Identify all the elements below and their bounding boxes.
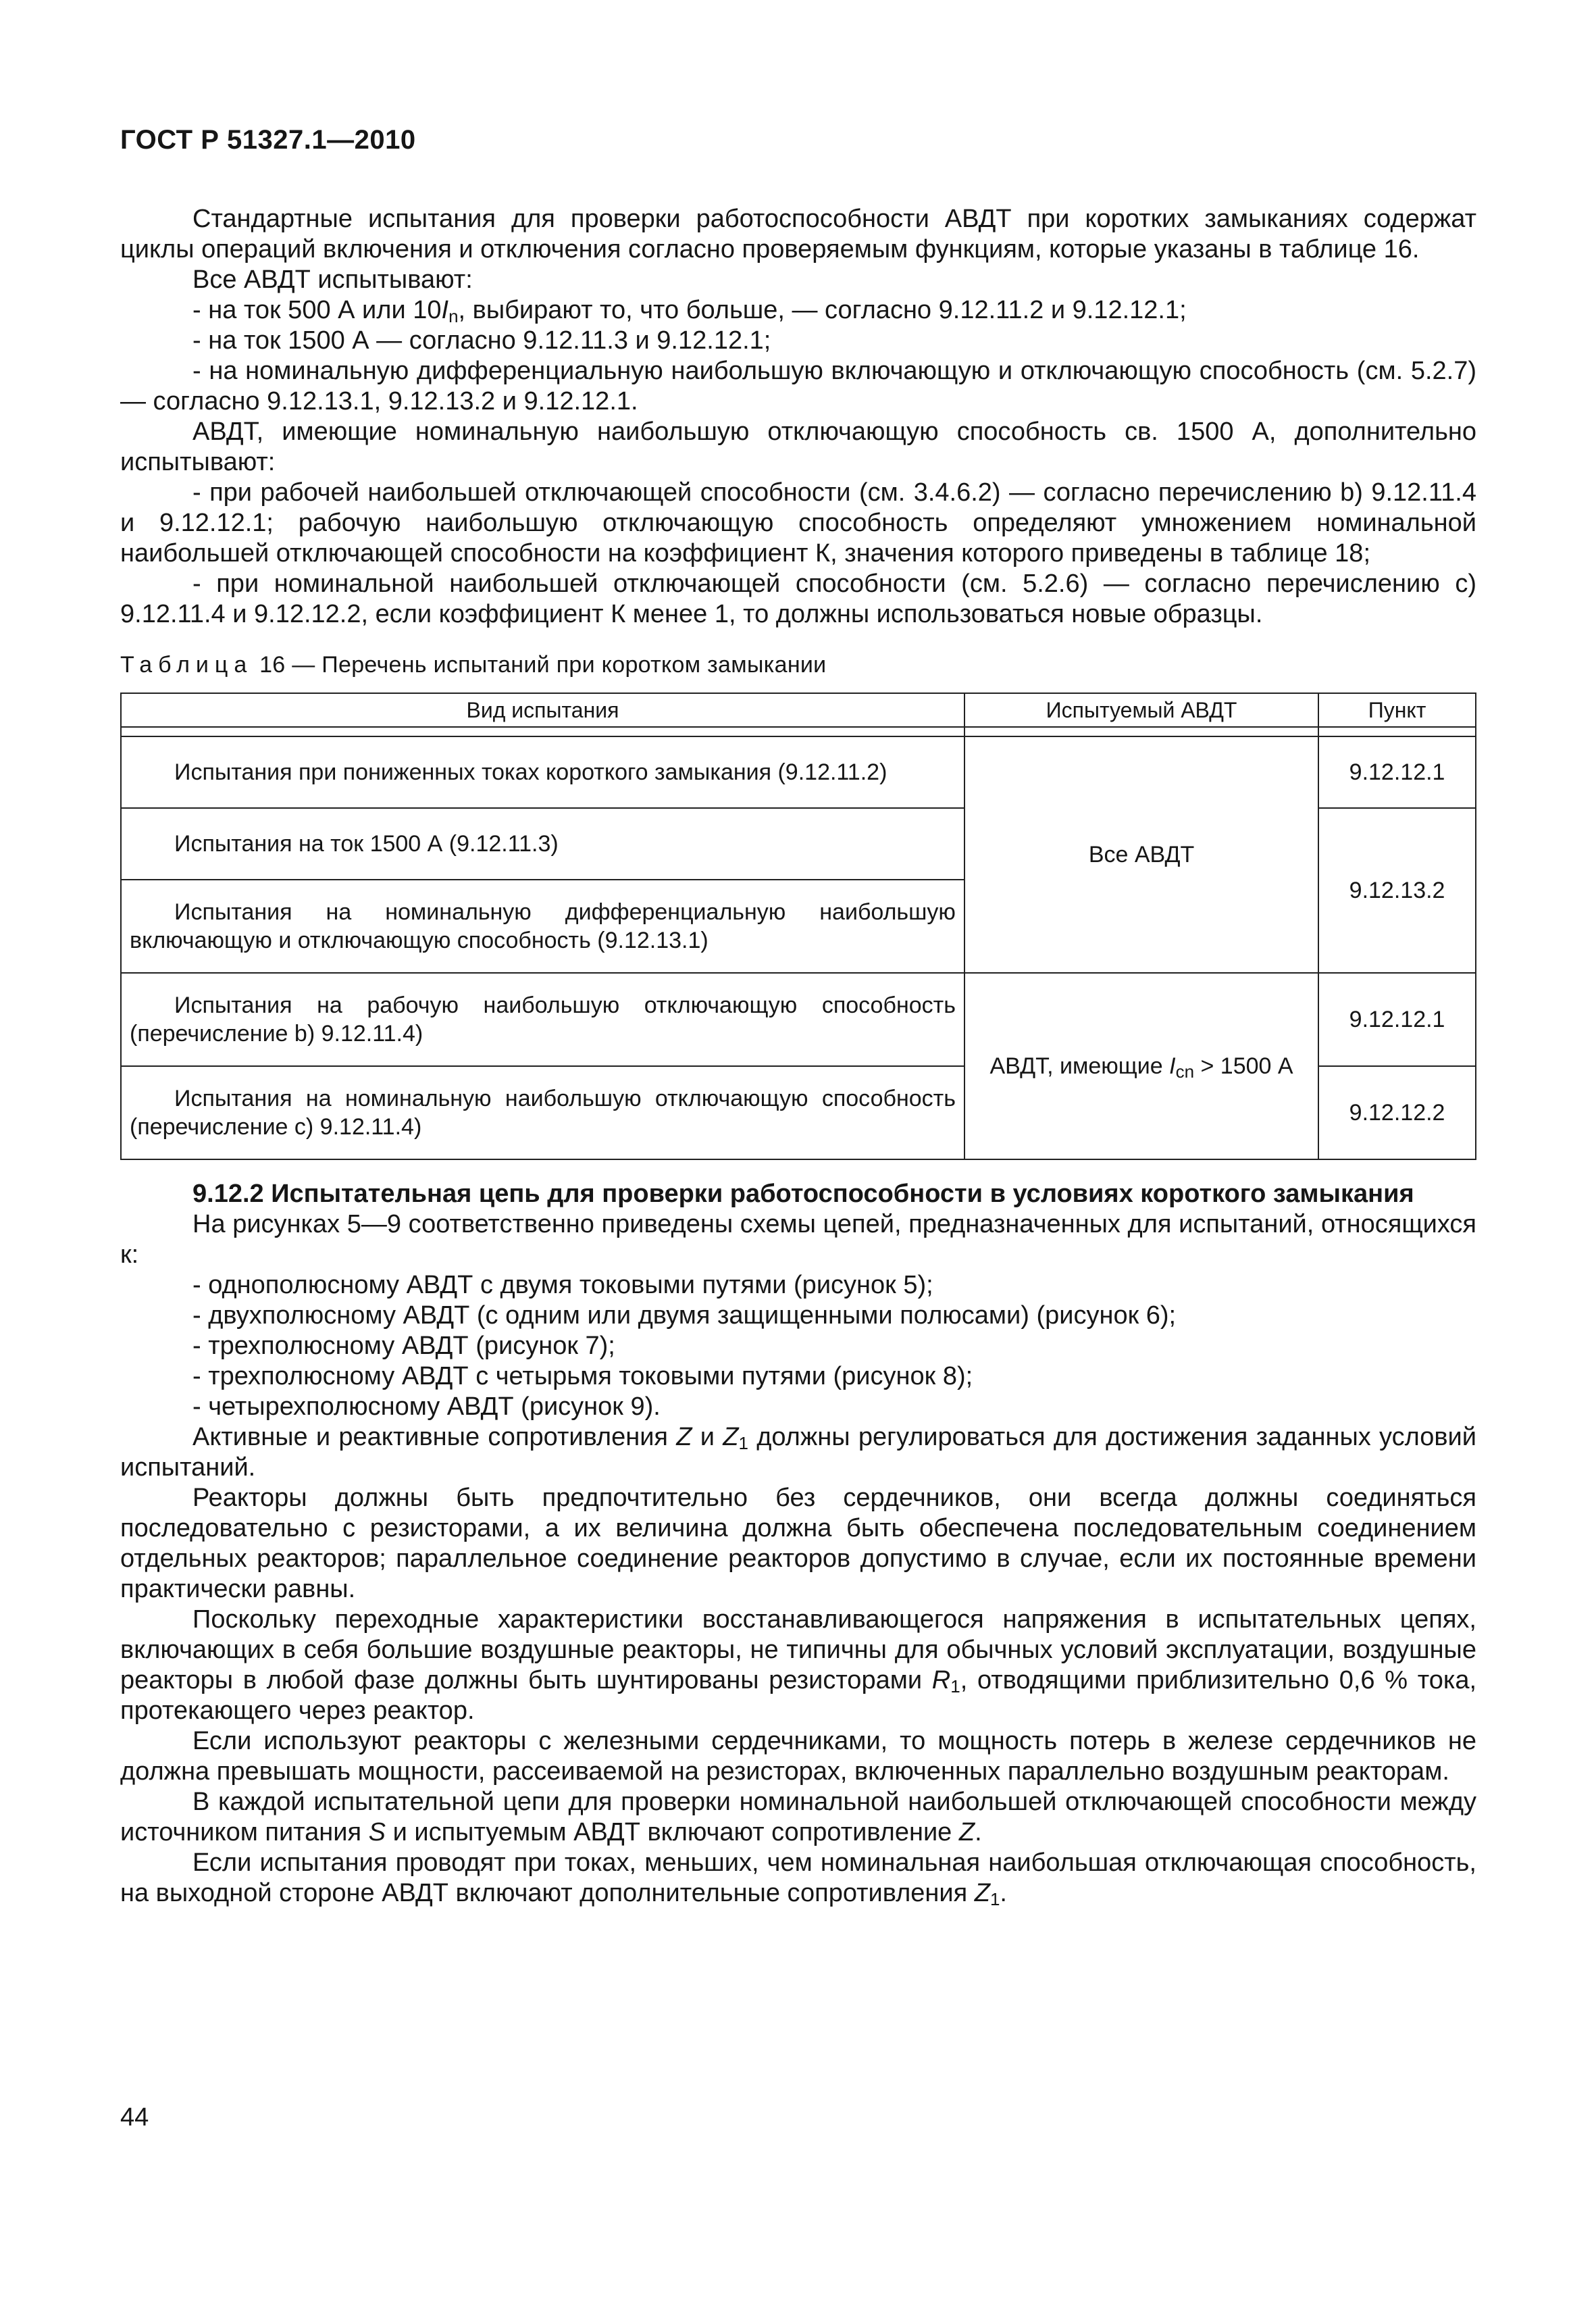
var-i: I	[441, 296, 449, 324]
column-header: Вид испытания	[121, 693, 964, 727]
table-header-row	[121, 693, 1476, 727]
list-item: - двухполюсному АВДТ (с одним или двумя защищенными полюсами) (рисунок 6);	[192, 1301, 1177, 1330]
list-item: - при номинальной наибольшей отключающей способности (см. 5.2.6) — согласно перечислению с) 9.12.11.4 и 9.12.12.2, если коэффициент К менее 1, то должны использоваться новые образцы.	[120, 570, 1476, 628]
paragraph: Реакторы должны быть предпочтительно без сердечников, они всегда должны соединяться последовательно с резисторами, а их величина должна быть обеспечена последовательным соединением отдельных реакторов; параллельное соединение реакторов допустимо в случае, если их постоянные времени практически равны.	[120, 1484, 1476, 1603]
column-header: Испытуемый АВДТ	[964, 693, 1318, 727]
list-item: - при рабочей наибольшей отключающей способности (см. 3.4.6.2) — согласно перечислению b) 9.12.11.4 и 9.12.12.1; рабочую наибольшую отключающую способность определяют умножением номинальной наибольшей отключающей способности на коэффициент К, значения которого приведены в таблице 18;	[120, 478, 1476, 568]
caption-word: Таблица	[120, 652, 253, 678]
test-type-cell: Испытания на номинальную дифференциальную наибольшую включающую и отключающую способность (9.12.13.1)	[121, 880, 964, 973]
caption-text: 16 — Перечень испытаний при коротком замыкании	[259, 652, 827, 678]
paragraph: Все АВДТ испытывают:	[192, 266, 473, 294]
table-caption	[120, 650, 1476, 680]
table-row	[121, 736, 1476, 808]
clause-cell: 9.12.13.2	[1318, 808, 1476, 973]
test-type-cell: Испытания на рабочую наибольшую отключающую способность (перечисление b) 9.12.11.4)	[121, 973, 964, 1066]
clause-cell: 9.12.12.2	[1318, 1066, 1476, 1159]
column-header: Пункт	[1318, 693, 1476, 727]
paragraph: Если используют реакторы с железными сердечниками, то мощность потерь в железе сердечников не должна превышать мощности, рассеиваемой на резисторах, включенных параллельно воздушным реакторам.	[120, 1727, 1476, 1786]
list-item	[120, 295, 1476, 326]
table-16	[120, 693, 1476, 1160]
paragraph: В каждой испытательной цепи для проверки номинальной наибольшей отключающей способности между источником питания S и испытуемым АВДТ включают сопротивление Z.	[120, 1788, 1476, 1846]
text: , выбирают то, что больше, — согласно 9.12.11.2 и 9.12.12.1;	[458, 296, 1187, 324]
page-body	[120, 204, 1476, 1909]
test-type-cell: Испытания на номинальную наибольшую отключающую способность (перечисление с) 9.12.11.4)	[121, 1066, 964, 1159]
list-item: - однополюсному АВДТ с двумя токовыми путями (рисунок 5);	[192, 1271, 933, 1299]
clause-cell: 9.12.12.1	[1318, 973, 1476, 1066]
list-item: - на ток 1500 А — согласно 9.12.11.3 и 9.12.12.1;	[192, 326, 771, 355]
paragraph: Активные и реактивные сопротивления Z и $Z_1$ должны регулироваться для достижения заданных условий испытаний.	[120, 1423, 1476, 1482]
paragraph: АВДТ, имеющие номинальную наибольшую отключающую способность св. 1500 А, дополнительно испытывают:	[120, 418, 1476, 476]
section-heading: 9.12.2 Испытательная цепь для проверки работоспособности в условиях короткого замыкания	[192, 1180, 1414, 1208]
paragraph: На рисунках 5—9 соответственно приведены схемы цепей, предназначенных для испытаний, относящихся к:	[120, 1210, 1476, 1269]
paragraph: Поскольку переходные характеристики восстанавливающегося напряжения в испытательных цепях, включающих в себя большие воздушные реакторы, не типичны для обычных условий эксплуатации, воздушные реакторы в любой фазе должны быть шунтированы резисторами $R_1$, отводящими приблизительно 0,6 % тока, протекающего через реактор.	[120, 1605, 1477, 1725]
tested-device-cell: Все АВДТ	[964, 736, 1318, 973]
table-row	[121, 973, 1476, 1066]
list-item: - на номинальную дифференциальную наибольшую включающую и отключающую способность (см. 5.2.7) — согласно 9.12.13.1, 9.12.13.2 и 9.12.12.1.	[120, 357, 1476, 416]
text: - на ток 500 А или 10	[192, 296, 442, 324]
tested-device-cell: АВДТ, имеющие $I_{cn} > 1500$ А	[964, 973, 1318, 1159]
page-number: 44	[120, 2103, 149, 2132]
test-type-cell: Испытания при пониженных токах короткого замыкания (9.12.11.2)	[121, 736, 964, 808]
header-gap	[121, 727, 1476, 736]
paragraph: Если испытания проводят при токах, меньших, чем номинальная наибольшая отключающая способность, на выходной стороне АВДТ включают дополнительные сопротивления $Z_1$.	[120, 1848, 1476, 1909]
list-item: - трехполюсному АВДТ с четырьмя токовыми путями (рисунок 8);	[192, 1362, 973, 1390]
paragraph: Стандартные испытания для проверки работоспособности АВДТ при коротких замыканиях содержат циклы операций включения и отключения согласно проверяемым функциям, которые указаны в таблице 16.	[120, 205, 1476, 263]
list-item: - трехполюсному АВДТ (рисунок 7);	[192, 1332, 615, 1360]
test-type-cell: Испытания на ток 1500 А (9.12.11.3)	[121, 808, 964, 880]
list-item: - четырехполюсному АВДТ (рисунок 9).	[192, 1392, 661, 1421]
subscript: n	[448, 306, 459, 326]
clause-cell: 9.12.12.1	[1318, 736, 1476, 808]
doc-header: ГОСТ Р 51327.1—2010	[120, 125, 416, 155]
